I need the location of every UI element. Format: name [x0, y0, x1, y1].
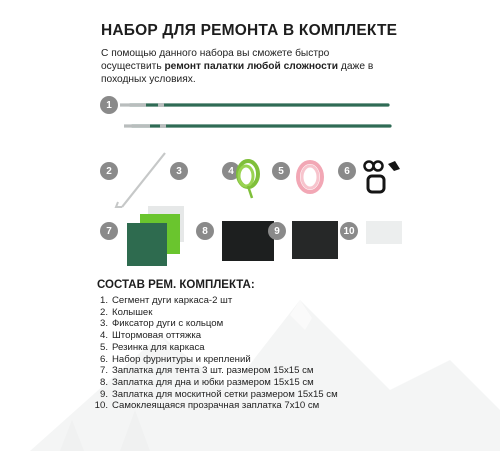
- elastic-icon: [290, 155, 332, 200]
- list-item: 6. Набор фурнитуры и креплений: [99, 353, 251, 365]
- fittings-icon: [360, 158, 404, 196]
- patch-clear: [366, 221, 402, 244]
- list-item: 4. Штормовая оттяжка: [99, 330, 202, 342]
- badge-1: 1: [100, 96, 118, 114]
- intro-part2: даже в походных условиях.: [101, 61, 374, 85]
- list-item: 3. Фиксатор дуги с кольцом: [99, 318, 224, 330]
- list-item: 7. Заплатка для тента 3 шт. размером 15х15 см: [99, 365, 314, 377]
- badge-5: 5: [272, 162, 290, 180]
- list-title: СОСТАВ РЕМ. КОМПЛЕКТА:: [97, 279, 255, 291]
- patch-icon: [127, 223, 167, 266]
- patch-mosquito: [292, 221, 338, 259]
- badge-9: 9: [268, 222, 286, 240]
- list-item: 8. Заплатка для дна и юбки размером 15х15 см: [99, 376, 314, 388]
- pole-icon: [118, 97, 398, 135]
- intro-bold: ремонт палатки любой сложности: [164, 61, 339, 72]
- list-item: 2. Колышек: [99, 306, 153, 318]
- badge-8: 8: [196, 222, 214, 240]
- list-item: 5. Резинка для каркаса: [99, 341, 205, 353]
- badge-6: 6: [338, 162, 356, 180]
- list-item: 9. Заплатка для москитной сетки размером 15х15 см: [99, 388, 338, 400]
- badge-3: 3: [170, 162, 188, 180]
- badge-2: 2: [100, 162, 118, 180]
- badge-4: 4: [222, 162, 240, 180]
- cord-icon: [228, 152, 268, 200]
- page-title: НАБОР ДЛЯ РЕМОНТА В КОМПЛЕКТЕ: [101, 22, 398, 39]
- list-item: 10. Самоклеящаяся прозрачная заплатка 7х10 см: [94, 400, 320, 412]
- stake-icon: [110, 150, 170, 214]
- list-item: 1. Сегмент дуги каркаса-2 шт: [99, 295, 233, 306]
- intro-part1: С помощью данного набора вы сможете быстро осуществить: [101, 48, 330, 72]
- patch-dark-bottom: [222, 221, 274, 261]
- badge-10: 10: [340, 222, 358, 240]
- intro-text: [101, 47, 391, 86]
- items-list: [91, 295, 338, 412]
- badge-7: 7: [100, 222, 118, 240]
